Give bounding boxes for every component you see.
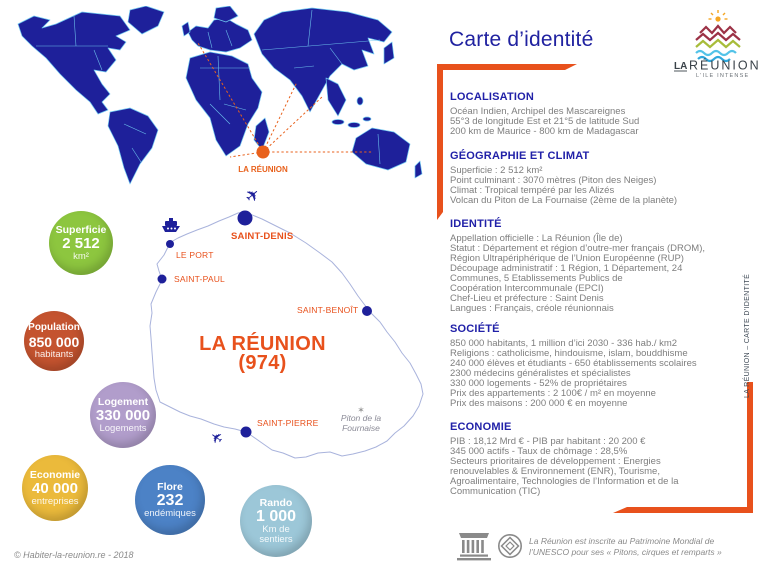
dot-saint-paul bbox=[158, 275, 167, 284]
stat-value: 850 000 bbox=[28, 333, 80, 350]
dot-saint-denis bbox=[238, 211, 253, 226]
stat-value: 232 bbox=[156, 491, 184, 509]
section-line: PIB : 18,12 Mrd € - PIB par habitant : 20 200 € bbox=[450, 436, 646, 447]
world-map bbox=[12, 6, 432, 196]
ferry-icon bbox=[162, 218, 180, 232]
section-line: Océan Indien, Archipel des Mascareignes bbox=[450, 106, 626, 117]
stat-unit: Km de sentiers bbox=[259, 523, 293, 545]
stat-label: Flore bbox=[157, 480, 183, 493]
section-line: Religions : catholicisme, hindouisme, islam, bouddhisme bbox=[450, 348, 688, 359]
dot-saint-pierre bbox=[241, 427, 252, 438]
section-line: Découpage administratif : 1 Région, 1 Département, 24 bbox=[450, 263, 683, 274]
unesco-caption-line1: La Réunion est inscrite au Patrimoine Mondial de bbox=[529, 536, 715, 546]
section-line: Superficie : 2 512 km² bbox=[450, 165, 543, 176]
stat-value: 1 000 bbox=[255, 507, 297, 525]
stat-label: Economie bbox=[29, 468, 81, 481]
stat-label: Logement bbox=[97, 395, 149, 408]
identity-card-sections bbox=[450, 91, 752, 497]
world-map-reunion-label: LA RÉUNION bbox=[238, 165, 288, 174]
section-line: Langues : Français, créole réunionnais bbox=[450, 303, 614, 314]
stat-circle-rando bbox=[240, 485, 312, 557]
stat-unit: habitants bbox=[34, 348, 74, 360]
section-line: Volcan du Piton de La Fournaise (2ème de la planète) bbox=[450, 195, 678, 206]
section-localisation bbox=[450, 91, 752, 137]
section-line: Point culminant : 3070 mètres (Piton des Neiges) bbox=[450, 175, 657, 186]
page-title: Carte d’identité bbox=[449, 28, 594, 51]
section-line: 55°3 de longitude Est et 21°5 de latitude Sud bbox=[450, 116, 640, 127]
section-heading: LOCALISATION bbox=[450, 91, 535, 103]
section-line: Chef-Lieu et préfecture : Saint Denis bbox=[450, 293, 604, 304]
section-line: Prix des appartements : 2 100€ / m² en moyenne bbox=[450, 388, 656, 399]
volcano-star-icon: ✶ bbox=[357, 405, 365, 415]
stat-label: Rando bbox=[259, 496, 293, 509]
section-line: 2300 médecins généralistes et spécialistes bbox=[450, 368, 631, 379]
plane-icon: ✈ bbox=[205, 427, 227, 449]
section-line: Secteurs prioritaires de développement : Energies bbox=[450, 456, 661, 467]
island-title-line1: LA RÉUNION bbox=[199, 333, 326, 355]
stat-unit: km² bbox=[73, 250, 89, 262]
dot-le-port bbox=[166, 240, 174, 248]
section-heading: IDENTITÉ bbox=[450, 218, 502, 230]
section-line: Coopération Intercommunale (EPCI) bbox=[450, 283, 604, 294]
section-line: Agroalimentaire, Technologies de l’Information et de la bbox=[450, 476, 679, 487]
sun-icon bbox=[709, 10, 728, 22]
island-title bbox=[180, 335, 345, 373]
stat-circle-economie bbox=[22, 455, 88, 521]
section-geographie bbox=[450, 150, 752, 206]
section-heading: SOCIÉTÉ bbox=[450, 323, 500, 335]
stat-label: Superficie bbox=[55, 223, 107, 236]
section-line: Climat : Tropical tempéré par les Alizés bbox=[450, 185, 615, 196]
stat-value: 40 000 bbox=[32, 479, 78, 497]
section-line: 330 000 logements - 52% de propriétaires bbox=[450, 378, 627, 389]
section-line: Région Ultrapériphérique de l’Union Européenne (RUP) bbox=[450, 253, 684, 264]
section-line: renouvelables & Environnement (ENR), Tourisme, bbox=[450, 466, 660, 477]
island-title-line2: (974) bbox=[238, 352, 287, 374]
logo-zigzags bbox=[696, 26, 740, 61]
stat-value: 330 000 bbox=[95, 406, 151, 424]
brand-logo bbox=[666, 10, 766, 83]
section-line: Communes, 5 Etablissements Publics de bbox=[450, 273, 623, 284]
section-line: Statut : Département et région d’outre-mer français (DROM), bbox=[450, 243, 706, 254]
section-line: 200 km de Maurice - 800 km de Madagascar bbox=[450, 126, 639, 137]
unesco-logo-icon bbox=[457, 531, 491, 561]
volcano-line2: Fournaise bbox=[342, 422, 380, 433]
stat-unit: entreprises bbox=[31, 495, 79, 507]
city-label-saint-paul: SAINT-PAUL bbox=[174, 274, 225, 284]
unesco-caption bbox=[529, 536, 764, 557]
city-label-saint-benoit: SAINT-BENOÎT bbox=[297, 305, 359, 315]
logo-tagline: L'ILE INTENSE bbox=[696, 73, 750, 78]
world-heritage-emblem-icon bbox=[497, 533, 523, 559]
section-heading: GÉOGRAPHIE ET CLIMAT bbox=[450, 150, 590, 162]
section-line: Prix des maisons : 200 000 € en moyenne bbox=[450, 398, 628, 409]
section-line: 240 000 élèves et étudiants - 650 établissements scolaires bbox=[450, 358, 697, 369]
dot-saint-benoit bbox=[362, 306, 372, 316]
stat-value: 2 512 bbox=[62, 234, 100, 252]
stat-circle-superficie bbox=[49, 211, 113, 275]
stat-unit: Logements bbox=[99, 422, 147, 434]
copyright-text: © Habiter-la-reunion.re - 2018 bbox=[14, 550, 134, 560]
section-societe bbox=[450, 323, 752, 409]
stat-unit: endémiques bbox=[144, 507, 196, 519]
unesco-caption-line2: l’UNESCO pour ses « Pitons, cirques et remparts » bbox=[529, 546, 722, 557]
city-label-saint-pierre: SAINT-PIERRE bbox=[257, 418, 319, 428]
section-line: Appellation officielle : La Réunion (Île de) bbox=[450, 233, 623, 244]
city-label-saint-denis: SAINT-DENIS bbox=[231, 231, 294, 242]
volcano-line1: Piton de la bbox=[340, 413, 382, 423]
section-line: 345 000 actifs - Taux de chômage : 28,5% bbox=[450, 446, 628, 457]
logo-text-reunion: RÉUNION bbox=[689, 58, 761, 73]
stat-circle-flore bbox=[135, 465, 205, 535]
section-heading: ECONOMIE bbox=[450, 421, 512, 433]
vertical-side-label: LA RÉUNION – CARTE D'IDENTITÉ bbox=[744, 273, 751, 398]
reunion-location-dot bbox=[257, 146, 270, 159]
city-label-le-port: LE PORT bbox=[176, 250, 214, 260]
section-line: Communication (TIC) bbox=[450, 486, 541, 497]
stat-label: Population bbox=[28, 321, 80, 333]
stat-circle-population bbox=[24, 311, 84, 371]
section-economie bbox=[450, 421, 752, 497]
section-identite bbox=[450, 218, 752, 314]
logo-text-la: LA bbox=[674, 61, 688, 72]
plane-icon: ✈ bbox=[241, 183, 265, 208]
volcano-label bbox=[330, 406, 392, 433]
section-line: 850 000 habitants, 1 million d’ici 2030 - 336 hab./ km2 bbox=[450, 338, 678, 349]
